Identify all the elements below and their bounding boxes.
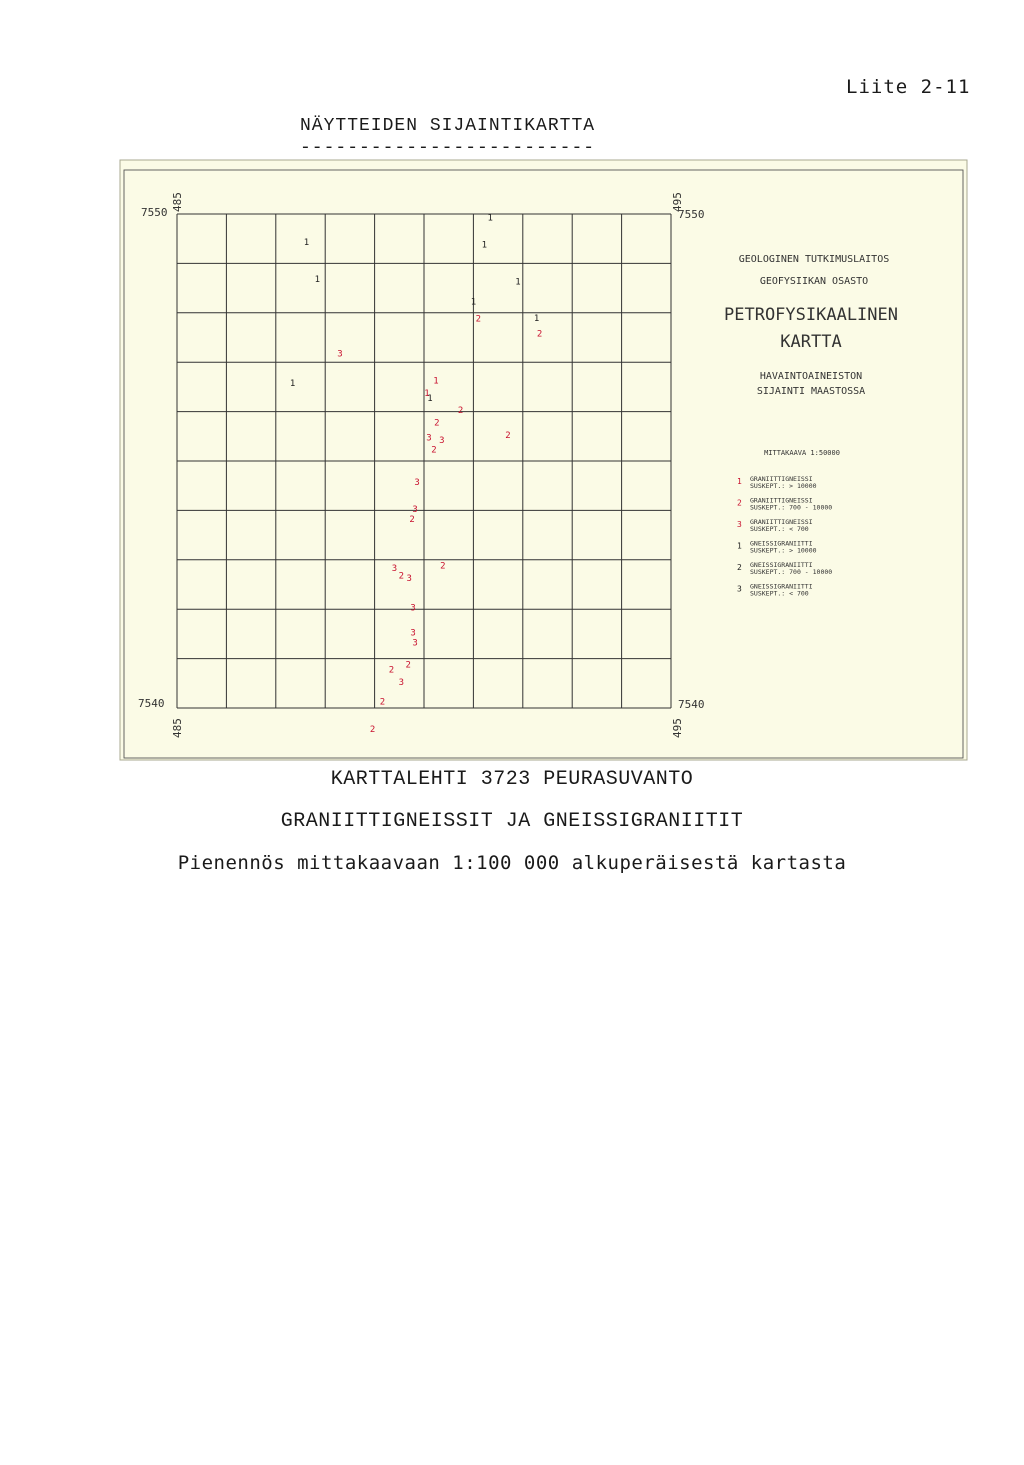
legend-rock-name: GRANIITTIGNEISSI xyxy=(750,518,813,526)
sample-symbol: 2 xyxy=(440,561,446,572)
coord-bottom-left: 7540 xyxy=(138,697,165,710)
sample-symbol: 3 xyxy=(398,677,405,688)
sample-symbol: 2 xyxy=(379,697,386,708)
sample-symbol: 2 xyxy=(434,418,440,429)
sample-symbol: 1 xyxy=(289,379,296,389)
sample-symbol: 3 xyxy=(412,504,418,515)
easting-top-right: 495 xyxy=(671,192,684,212)
sample-symbol: 2 xyxy=(369,724,376,735)
sample-symbol: 3 xyxy=(439,435,445,446)
legend-rock-name: GNEISSIGRANIITTI xyxy=(750,561,813,569)
legend-symbol: 3 xyxy=(737,520,742,529)
legend-symbol: 3 xyxy=(737,584,742,594)
sample-symbol: 3 xyxy=(414,477,420,488)
map-subtitle-line1: HAVAINTOAINEISTON xyxy=(759,371,863,382)
sample-symbol: 3 xyxy=(410,628,416,639)
sample-symbol: 2 xyxy=(505,430,511,441)
institution-name: GEOLOGINEN TUTKIMUSLAITOS xyxy=(738,254,890,265)
sample-symbol: 3 xyxy=(391,564,398,575)
legend-range: SUSKEPT.: > 10000 xyxy=(750,482,817,490)
map-subtitle-line2: SIJAINTI MAASTOSSA xyxy=(756,386,866,397)
appendix-label: Liite 2-11 xyxy=(846,76,971,98)
sample-symbol: 3 xyxy=(337,349,343,360)
sample-symbol: 3 xyxy=(426,433,432,444)
sample-symbol: 1 xyxy=(487,213,493,224)
sample-symbol: 3 xyxy=(406,574,412,585)
sample-symbol: 1 xyxy=(424,388,430,399)
sample-symbol: 3 xyxy=(410,603,416,614)
sample-symbol: 1 xyxy=(470,297,477,308)
legend-symbol: 1 xyxy=(737,541,742,551)
legend-symbol: 2 xyxy=(737,563,742,572)
legend-rock-name: GRANIITTIGNEISSI xyxy=(750,475,813,483)
sheet-caption: KARTTALEHTI 3723 PEURASUVANTO xyxy=(330,768,694,791)
legend-range: SUSKEPT.: 700 - 10000 xyxy=(750,568,833,576)
map-title-line1: PETROFYSIKAALINEN xyxy=(724,305,898,325)
sample-symbol: 2 xyxy=(475,314,482,325)
sample-symbol: 2 xyxy=(536,329,543,340)
title-underline: ------------------------- xyxy=(300,138,596,158)
sample-symbol: 2 xyxy=(457,406,464,417)
easting-bottom-left: 485 xyxy=(171,718,184,738)
sample-symbol: 1 xyxy=(314,275,321,286)
legend-symbol: 2 xyxy=(737,498,742,508)
legend-rock-name: GNEISSIGRANIITTI xyxy=(750,539,813,548)
legend-range: SUSKEPT.: 700 - 10000 xyxy=(750,503,833,512)
legend-rock-name: GRANIITTIGNEISSI xyxy=(750,496,813,505)
map-sheet xyxy=(120,160,967,760)
institution-department: GEOFYSIIKAN OSASTO xyxy=(759,276,869,287)
coord-top-right: 7550 xyxy=(678,208,705,221)
sample-symbol: 2 xyxy=(398,571,405,582)
legend-range: SUSKEPT.: > 10000 xyxy=(750,546,817,555)
sample-symbol: 2 xyxy=(409,514,415,525)
sample-symbol: 1 xyxy=(427,393,433,404)
page-title: NÄYTTEIDEN SIJAINTIKARTTA xyxy=(300,116,596,136)
sample-symbol: 1 xyxy=(481,240,488,251)
sample-symbol: 1 xyxy=(515,277,521,288)
coord-bottom-right: 7540 xyxy=(678,698,705,711)
legend-range: SUSKEPT.: < 700 xyxy=(750,525,809,533)
sample-symbol: 3 xyxy=(412,638,418,649)
sample-symbol: 1 xyxy=(433,376,439,387)
legend-symbol: 1 xyxy=(737,477,742,486)
legend-rock-name: GNEISSIGRANIITTI xyxy=(750,582,813,591)
sample-symbol: 2 xyxy=(405,660,411,671)
coord-top-left: 7550 xyxy=(141,206,168,219)
easting-top-left: 485 xyxy=(171,192,184,212)
sample-symbol: 1 xyxy=(533,313,540,324)
map-scale: MITTAKAAVA 1:50000 xyxy=(764,449,840,457)
legend-range: SUSKEPT.: < 700 xyxy=(750,589,809,598)
rock-types-caption: GRANIITTIGNEISSIT JA GNEISSIGRANIITIT xyxy=(280,810,744,833)
sample-symbol: 2 xyxy=(388,665,395,676)
reduction-note: Pienennös mittakaavaan 1:100 000 alkuperäisestä kartasta xyxy=(177,852,847,874)
map-title-line2: KARTTA xyxy=(780,332,842,352)
sample-symbol: 2 xyxy=(431,445,437,456)
sample-symbol: 1 xyxy=(303,238,310,249)
easting-bottom-right: 495 xyxy=(671,718,684,738)
